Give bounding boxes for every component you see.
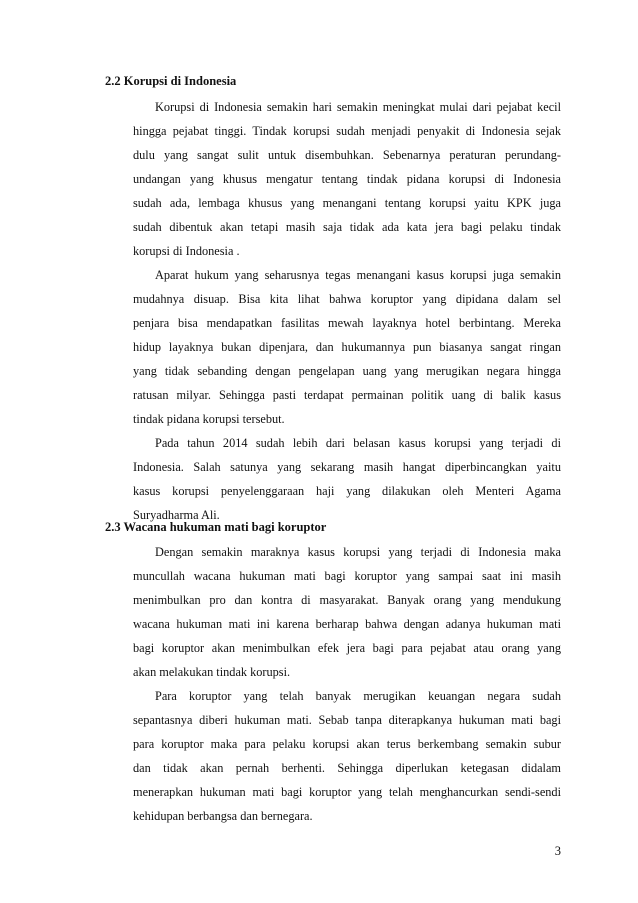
paragraph-line: undangan yang khusus mengatur tentang tindak pidana korupsi di Indonesia xyxy=(133,172,561,186)
page-number: 3 xyxy=(554,844,561,858)
section-heading-2-3: 2.3 Wacana hukuman mati bagi koruptor xyxy=(105,520,327,534)
paragraph-line: Indonesia. Salah satunya yang sekarang masih hangat diperbincangkan yaitu xyxy=(133,460,561,474)
paragraph-line: Para koruptor yang telah banyak merugikan keuangan negara sudah xyxy=(155,689,561,703)
paragraph-line: korupsi di Indonesia . xyxy=(133,244,240,258)
paragraph-line: mudahnya disuap. Bisa kita lihat bahwa koruptor yang dipidana dalam sel xyxy=(133,292,561,306)
paragraph-line: sepantasnya diberi hukuman mati. Sebab tanpa diterapkanya hukuman mati bagi xyxy=(133,713,561,727)
paragraph-line: penjara bisa mendapatkan fasilitas mewah layaknya hotel berbintang. Mereka xyxy=(133,316,561,330)
paragraph-line: yang tidak sebanding dengan pengelapan uang yang merugikan negara hingga xyxy=(133,364,561,378)
paragraph-line: hidup layaknya bukan dipenjara, dan hukumannya pun biasanya sangat ringan xyxy=(133,340,561,354)
paragraph-line: bagi koruptor akan menimbulkan efek jera bagi para pejabat atau orang yang xyxy=(133,641,561,655)
paragraph-line: muncullah wacana hukuman mati bagi koruptor yang sampai saat ini masih xyxy=(133,569,561,583)
paragraph-line: menerapkan hukuman mati bagi koruptor yang telah menghancurkan sendi-sendi xyxy=(133,785,561,799)
paragraph-line: sudah ada, lembaga khusus yang menangani tentang korupsi yaitu KPK juga xyxy=(133,196,561,210)
paragraph-line: Pada tahun 2014 sudah lebih dari belasan kasus korupsi yang terjadi di xyxy=(155,436,561,450)
paragraph-line: tindak pidana korupsi tersebut. xyxy=(133,412,285,426)
paragraph-line: Aparat hukum yang seharusnya tegas menangani kasus korupsi juga semakin xyxy=(155,268,561,282)
paragraph-line: dulu yang sangat sulit untuk disembuhkan. Sebenarnya peraturan perundang- xyxy=(133,148,561,162)
paragraph-line: akan melakukan tindak korupsi. xyxy=(133,665,291,679)
paragraph-line: kasus korupsi penyelenggaraan haji yang dilakukan oleh Menteri Agama xyxy=(133,484,561,498)
paragraph-line: wacana hukuman mati ini karena berharap bahwa dengan adanya hukuman mati xyxy=(133,617,561,631)
paragraph-line: Korupsi di Indonesia semakin hari semakin meningkat mulai dari pejabat kecil xyxy=(155,100,561,114)
paragraph-line: hingga pejabat tinggi. Tindak korupsi sudah menjadi penyakit di Indonesia sejak xyxy=(133,124,561,138)
paragraph-line: sudah dibentuk akan tetapi masih saja tidak ada kata jera bagi pelaku tindak xyxy=(133,220,561,234)
paragraph-line: menimbulkan pro dan kontra di masyarakat. Banyak orang yang mendukung xyxy=(133,593,561,607)
section-heading-2-2: 2.2 Korupsi di Indonesia xyxy=(105,74,237,88)
paragraph-line: dan tidak akan pernah berhenti. Sehingga diperlukan ketegasan didalam xyxy=(133,761,561,775)
paragraph-line: Suryadharma Ali. xyxy=(133,508,220,522)
paragraph-line: Dengan semakin maraknya kasus korupsi yang terjadi di Indonesia maka xyxy=(155,545,561,559)
paragraph-line: ratusan milyar. Sehingga pasti terdapat permainan politik uang di balik kasus xyxy=(133,388,561,402)
paragraph-line: para koruptor maka para pelaku korupsi akan terus berkembang semakin subur xyxy=(133,737,561,751)
paragraph-line: kehidupan berbangsa dan bernegara. xyxy=(133,809,313,823)
